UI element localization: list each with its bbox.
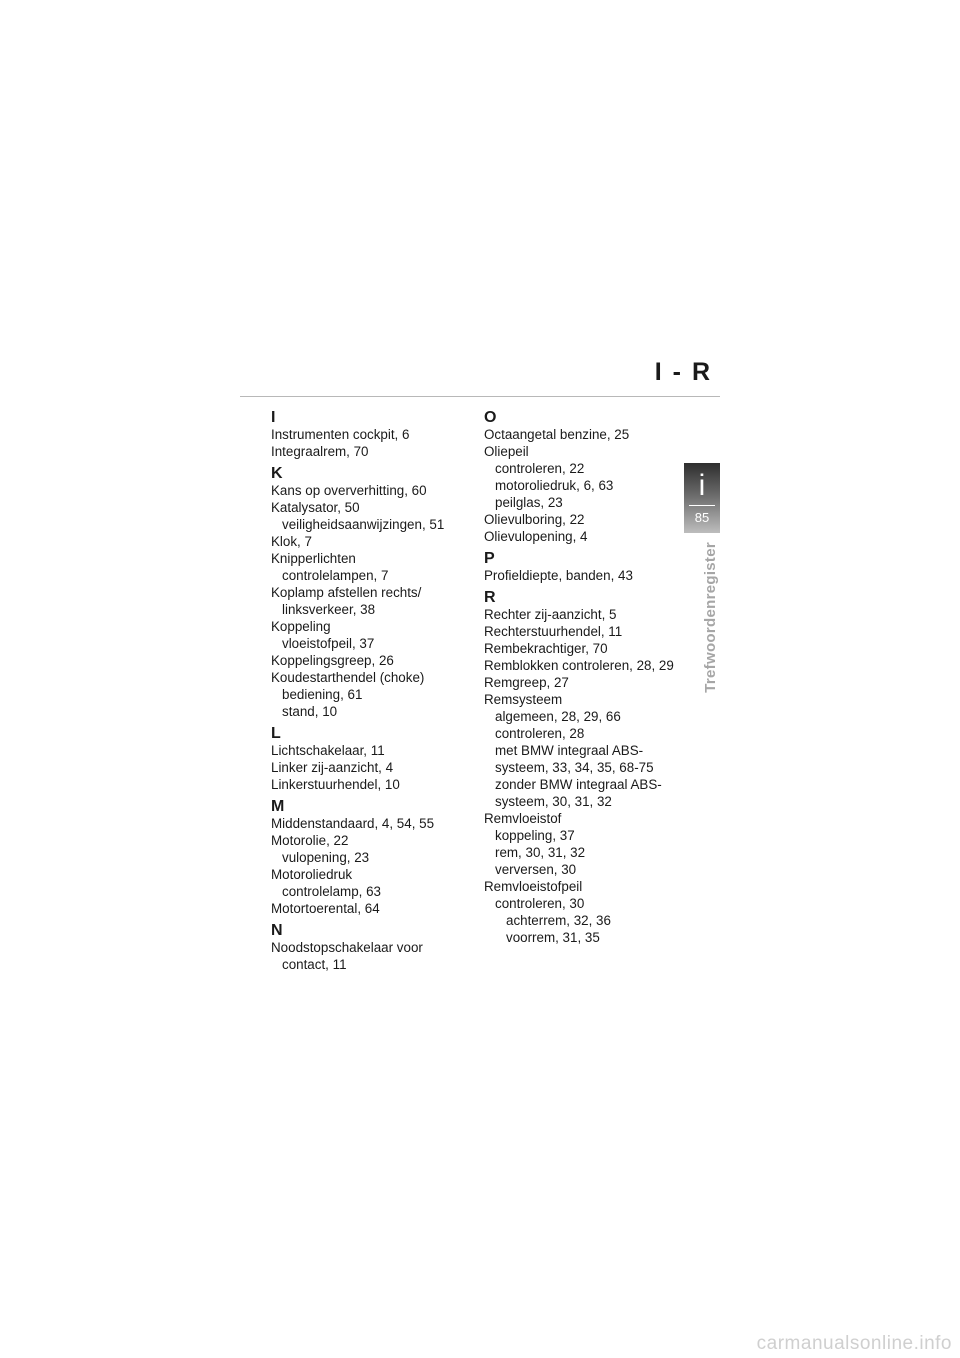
index-entry: Koplamp afstellen rechts/: [271, 585, 422, 600]
page-number: 85: [694, 510, 710, 525]
index-entry: Motorolie, 22: [271, 833, 349, 848]
index-entry: Knipperlichten: [271, 551, 356, 566]
index-subentry: controleren, 28: [495, 726, 585, 741]
index-section-m: [271, 799, 476, 917]
index-entry: Remvloeistofpeil: [484, 879, 583, 894]
index-entry: Oliepeil: [484, 444, 529, 459]
index-subentry: motoroliedruk, 6, 63: [495, 478, 614, 493]
index-entry: Remvloeistof: [484, 811, 562, 826]
index-entry: Rechter zij-aanzicht, 5: [484, 607, 617, 622]
index-subentry: linksverkeer, 38: [282, 602, 376, 617]
index-letter: I: [271, 409, 276, 426]
index-entry: Middenstandaard, 4, 54, 55: [271, 816, 435, 831]
index-entry: Remsysteem: [484, 692, 563, 707]
index-entry: Olievulopening, 4: [484, 529, 588, 544]
index-section-o: [484, 410, 689, 545]
index-entry: Koudestarthendel (choke): [271, 670, 425, 685]
index-subentry: contact, 11: [282, 957, 347, 972]
index-entry: Rechterstuurhendel, 11: [484, 624, 623, 639]
index-subentry: controlelamp, 63: [282, 884, 381, 899]
section-tab: [684, 463, 720, 533]
index-entry: Octaangetal benzine, 25: [484, 427, 630, 442]
watermark: carmanualsonline.info: [756, 1333, 952, 1354]
index-letter: L: [271, 725, 281, 742]
index-entry: Motortoerental, 64: [271, 901, 380, 916]
index-entry: Klok, 7: [271, 534, 312, 549]
index-entry: Linker zij-aanzicht, 4: [271, 760, 394, 775]
index-subentry: voorrem, 31, 35: [506, 930, 600, 945]
index-entry: Linkerstuurhendel, 10: [271, 777, 400, 792]
index-entry: Lichtschakelaar, 11: [271, 743, 385, 758]
index-entry: Koppelingsgreep, 26: [271, 653, 394, 668]
index-subentry: koppeling, 37: [495, 828, 575, 843]
index-subentry: met BMW integraal ABS-: [495, 743, 644, 758]
index-subentry: controlelampen, 7: [282, 568, 389, 583]
header-divider: [240, 396, 720, 397]
index-subentry: vulopening, 23: [282, 850, 370, 865]
index-entry: Kans op oververhitting, 60: [271, 483, 427, 498]
index-entry: Motoroliedruk: [271, 867, 353, 882]
index-subentry: veiligheidsaanwijzingen, 51: [282, 517, 445, 532]
index-entry: Noodstopschakelaar voor: [271, 940, 423, 955]
tab-divider: [689, 505, 715, 506]
index-column-left: [271, 410, 476, 979]
index-letter: R: [484, 589, 496, 606]
index-section-k: [271, 466, 476, 720]
index-subentry: algemeen, 28, 29, 66: [495, 709, 621, 724]
page-title: I - R: [654, 358, 712, 386]
index-letter: P: [484, 550, 495, 567]
index-subentry: achterrem, 32, 36: [506, 913, 611, 928]
index-entry: Integraalrem, 70: [271, 444, 369, 459]
index-section-r: [484, 590, 689, 946]
index-subentry: zonder BMW integraal ABS-: [495, 777, 662, 792]
index-entry: Remgreep, 27: [484, 675, 569, 690]
index-entry: Katalysator, 50: [271, 500, 360, 515]
index-subentry: controleren, 22: [495, 461, 585, 476]
index-subentry: bediening, 61: [282, 687, 363, 702]
index-subentry: vloeistofpeil, 37: [282, 636, 375, 651]
index-entry: Rembekrachtiger, 70: [484, 641, 608, 656]
index-subentry: systeem, 30, 31, 32: [495, 794, 612, 809]
index-entry: Profieldiepte, banden, 43: [484, 568, 633, 583]
index-subentry: rem, 30, 31, 32: [495, 845, 586, 860]
index-section-i: [271, 410, 476, 460]
index-entry: Remblokken controleren, 28, 29: [484, 658, 674, 673]
index-entry: Olievulboring, 22: [484, 512, 585, 527]
index-subentry: controleren, 30: [495, 896, 585, 911]
index-subentry: stand, 10: [282, 704, 338, 719]
index-entry: Instrumenten cockpit, 6: [271, 427, 410, 442]
index-entry: Koppeling: [271, 619, 331, 634]
section-label-vertical: Trefwoordenregister: [702, 542, 719, 693]
index-section-p: [484, 551, 689, 584]
index-section-l: [271, 726, 476, 793]
index-subentry: systeem, 33, 34, 35, 68-75: [495, 760, 654, 775]
index-letter: M: [271, 798, 285, 815]
index-section-n: [271, 923, 476, 973]
index-column-right: [484, 410, 689, 952]
index-subentry: peilglas, 23: [495, 495, 563, 510]
info-icon: i: [698, 469, 706, 502]
index-letter: K: [271, 465, 283, 482]
index-subentry: verversen, 30: [495, 862, 577, 877]
index-letter: O: [484, 409, 497, 426]
index-letter: N: [271, 922, 283, 939]
